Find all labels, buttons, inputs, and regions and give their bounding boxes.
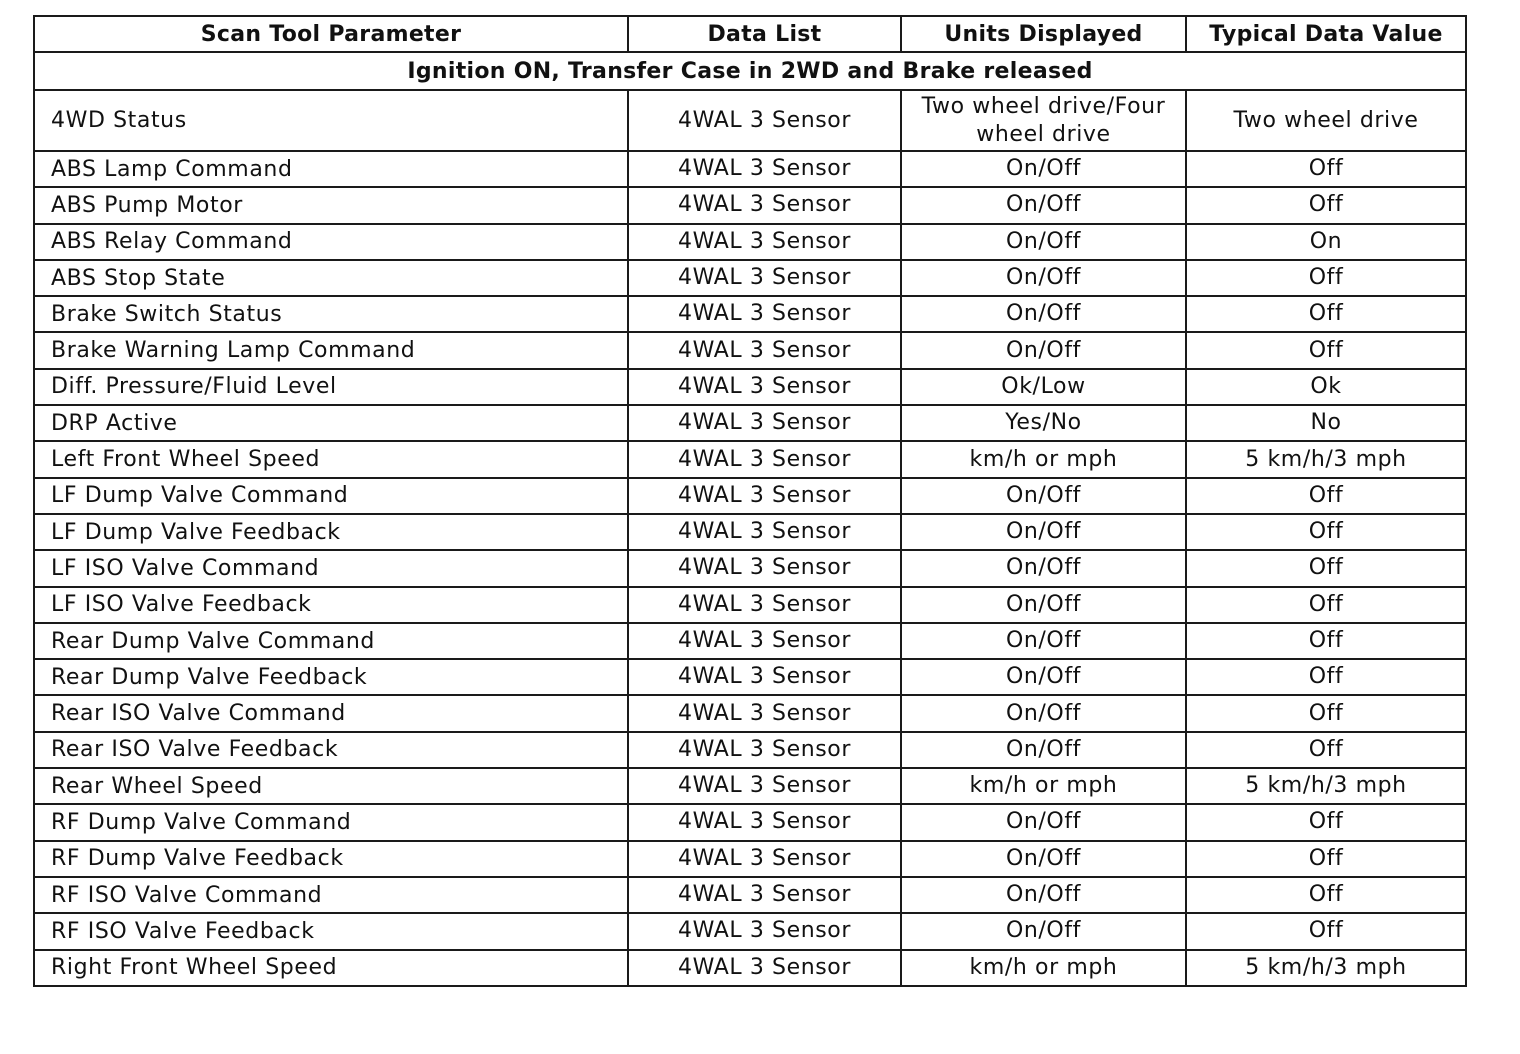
typical-data-value-cell: 5 km/h/3 mph xyxy=(1186,950,1466,986)
data-list-cell: 4WAL 3 Sensor xyxy=(628,587,901,623)
typical-data-value-cell: Ok xyxy=(1186,369,1466,405)
units-displayed-cell: km/h or mph xyxy=(901,768,1186,804)
units-displayed-cell: On/Off xyxy=(901,587,1186,623)
scan-tool-parameter-cell: ABS Pump Motor xyxy=(34,187,628,223)
typical-data-value-cell: Off xyxy=(1186,514,1466,550)
header-scan-tool-parameter: Scan Tool Parameter xyxy=(34,16,628,52)
data-list-cell: 4WAL 3 Sensor xyxy=(628,841,901,877)
scan-tool-parameter-cell: ABS Stop State xyxy=(34,260,628,296)
scan-tool-parameter-cell: Right Front Wheel Speed xyxy=(34,950,628,986)
table-row xyxy=(34,732,1466,768)
scan-tool-parameter-cell: DRP Active xyxy=(34,405,628,441)
table-row xyxy=(34,950,1466,986)
scan-tool-parameter-cell: ABS Relay Command xyxy=(34,224,628,260)
table-row xyxy=(34,478,1466,514)
units-displayed-cell: On/Off xyxy=(901,514,1186,550)
table-row xyxy=(34,587,1466,623)
scan-tool-parameter-cell: LF ISO Valve Feedback xyxy=(34,587,628,623)
data-list-cell: 4WAL 3 Sensor xyxy=(628,768,901,804)
condition-row xyxy=(34,52,1466,90)
data-list-cell: 4WAL 3 Sensor xyxy=(628,804,901,840)
typical-data-value-cell: Off xyxy=(1186,623,1466,659)
units-displayed-cell: On/Off xyxy=(901,623,1186,659)
table-row xyxy=(34,224,1466,260)
header-units-displayed: Units Displayed xyxy=(901,16,1186,52)
data-list-cell: 4WAL 3 Sensor xyxy=(628,623,901,659)
typical-data-value-cell: Off xyxy=(1186,804,1466,840)
scan-tool-parameter-cell: Rear ISO Valve Feedback xyxy=(34,732,628,768)
table-row xyxy=(34,659,1466,695)
table-row xyxy=(34,187,1466,223)
scan-tool-parameter-cell: Left Front Wheel Speed xyxy=(34,441,628,477)
table-row xyxy=(34,695,1466,731)
scan-tool-parameter-cell: RF ISO Valve Feedback xyxy=(34,913,628,949)
table-row xyxy=(34,90,1466,151)
typical-data-value-cell: Off xyxy=(1186,877,1466,913)
units-displayed-cell: On/Off xyxy=(901,296,1186,332)
typical-data-value-cell: Off xyxy=(1186,587,1466,623)
scan-tool-parameter-cell: Diff. Pressure/Fluid Level xyxy=(34,369,628,405)
typical-data-value-cell: No xyxy=(1186,405,1466,441)
typical-data-value-cell: Off xyxy=(1186,695,1466,731)
data-list-cell: 4WAL 3 Sensor xyxy=(628,550,901,586)
scan-tool-parameter-cell: Rear Dump Valve Feedback xyxy=(34,659,628,695)
data-list-cell: 4WAL 3 Sensor xyxy=(628,877,901,913)
scan-tool-parameter-cell: Rear Wheel Speed xyxy=(34,768,628,804)
data-list-cell: 4WAL 3 Sensor xyxy=(628,695,901,731)
table-row xyxy=(34,296,1466,332)
units-displayed-cell: On/Off xyxy=(901,659,1186,695)
data-list-cell: 4WAL 3 Sensor xyxy=(628,151,901,187)
data-list-cell: 4WAL 3 Sensor xyxy=(628,260,901,296)
units-displayed-cell: On/Off xyxy=(901,732,1186,768)
data-list-cell: 4WAL 3 Sensor xyxy=(628,369,901,405)
data-list-cell: 4WAL 3 Sensor xyxy=(628,187,901,223)
table-row xyxy=(34,151,1466,187)
units-displayed-cell: On/Off xyxy=(901,695,1186,731)
table-row xyxy=(34,514,1466,550)
data-list-cell: 4WAL 3 Sensor xyxy=(628,405,901,441)
units-displayed-cell: Yes/No xyxy=(901,405,1186,441)
units-displayed-cell: km/h or mph xyxy=(901,441,1186,477)
typical-data-value-cell: Off xyxy=(1186,332,1466,368)
data-list-cell: 4WAL 3 Sensor xyxy=(628,732,901,768)
units-displayed-cell: On/Off xyxy=(901,550,1186,586)
typical-data-value-cell: 5 km/h/3 mph xyxy=(1186,441,1466,477)
typical-data-value-cell: Two wheel drive xyxy=(1186,90,1466,151)
units-displayed-cell: Ok/Low xyxy=(901,369,1186,405)
units-displayed-cell: On/Off xyxy=(901,260,1186,296)
table-row xyxy=(34,405,1466,441)
units-displayed-cell: On/Off xyxy=(901,478,1186,514)
header-data-list: Data List xyxy=(628,16,901,52)
scan-tool-data-table xyxy=(33,15,1467,987)
typical-data-value-cell: Off xyxy=(1186,260,1466,296)
units-displayed-cell: On/Off xyxy=(901,804,1186,840)
table-row xyxy=(34,841,1466,877)
scan-tool-parameter-cell: LF Dump Valve Feedback xyxy=(34,514,628,550)
typical-data-value-cell: Off xyxy=(1186,478,1466,514)
units-displayed-cell: On/Off xyxy=(901,841,1186,877)
scan-tool-parameter-cell: RF Dump Valve Command xyxy=(34,804,628,840)
scan-tool-parameter-cell: Rear Dump Valve Command xyxy=(34,623,628,659)
data-list-cell: 4WAL 3 Sensor xyxy=(628,441,901,477)
data-list-cell: 4WAL 3 Sensor xyxy=(628,659,901,695)
units-displayed-cell: Two wheel drive/Four wheel drive xyxy=(901,90,1186,151)
data-list-cell: 4WAL 3 Sensor xyxy=(628,90,901,151)
data-list-cell: 4WAL 3 Sensor xyxy=(628,332,901,368)
typical-data-value-cell: Off xyxy=(1186,550,1466,586)
table-row xyxy=(34,804,1466,840)
data-list-cell: 4WAL 3 Sensor xyxy=(628,514,901,550)
typical-data-value-cell: 5 km/h/3 mph xyxy=(1186,768,1466,804)
units-displayed-cell: On/Off xyxy=(901,187,1186,223)
units-displayed-cell: On/Off xyxy=(901,913,1186,949)
typical-data-value-cell: Off xyxy=(1186,187,1466,223)
table-row xyxy=(34,877,1466,913)
scan-tool-parameter-cell: LF Dump Valve Command xyxy=(34,478,628,514)
header-typical-data-value: Typical Data Value xyxy=(1186,16,1466,52)
scan-tool-parameter-cell: Brake Switch Status xyxy=(34,296,628,332)
scan-tool-parameter-cell: RF ISO Valve Command xyxy=(34,877,628,913)
table-row xyxy=(34,913,1466,949)
table-row xyxy=(34,550,1466,586)
units-displayed-cell: On/Off xyxy=(901,224,1186,260)
typical-data-value-cell: On xyxy=(1186,224,1466,260)
header-row xyxy=(34,16,1466,52)
scan-tool-parameter-cell: 4WD Status xyxy=(34,90,628,151)
units-displayed-cell: On/Off xyxy=(901,877,1186,913)
table-row xyxy=(34,332,1466,368)
scan-tool-parameter-cell: ABS Lamp Command xyxy=(34,151,628,187)
scan-tool-parameter-cell: Brake Warning Lamp Command xyxy=(34,332,628,368)
table-row xyxy=(34,369,1466,405)
units-displayed-cell: km/h or mph xyxy=(901,950,1186,986)
typical-data-value-cell: Off xyxy=(1186,732,1466,768)
data-list-cell: 4WAL 3 Sensor xyxy=(628,913,901,949)
table-row xyxy=(34,623,1466,659)
typical-data-value-cell: Off xyxy=(1186,913,1466,949)
table-row xyxy=(34,260,1466,296)
data-list-cell: 4WAL 3 Sensor xyxy=(628,224,901,260)
units-displayed-cell: On/Off xyxy=(901,151,1186,187)
units-displayed-cell: On/Off xyxy=(901,332,1186,368)
condition-text: Ignition ON, Transfer Case in 2WD and Brake released xyxy=(34,52,1466,90)
table-row xyxy=(34,441,1466,477)
table-row xyxy=(34,768,1466,804)
typical-data-value-cell: Off xyxy=(1186,296,1466,332)
data-list-cell: 4WAL 3 Sensor xyxy=(628,296,901,332)
data-list-cell: 4WAL 3 Sensor xyxy=(628,950,901,986)
typical-data-value-cell: Off xyxy=(1186,841,1466,877)
data-list-cell: 4WAL 3 Sensor xyxy=(628,478,901,514)
scan-tool-parameter-cell: Rear ISO Valve Command xyxy=(34,695,628,731)
scan-tool-parameter-cell: LF ISO Valve Command xyxy=(34,550,628,586)
scan-tool-parameter-cell: RF Dump Valve Feedback xyxy=(34,841,628,877)
typical-data-value-cell: Off xyxy=(1186,659,1466,695)
typical-data-value-cell: Off xyxy=(1186,151,1466,187)
